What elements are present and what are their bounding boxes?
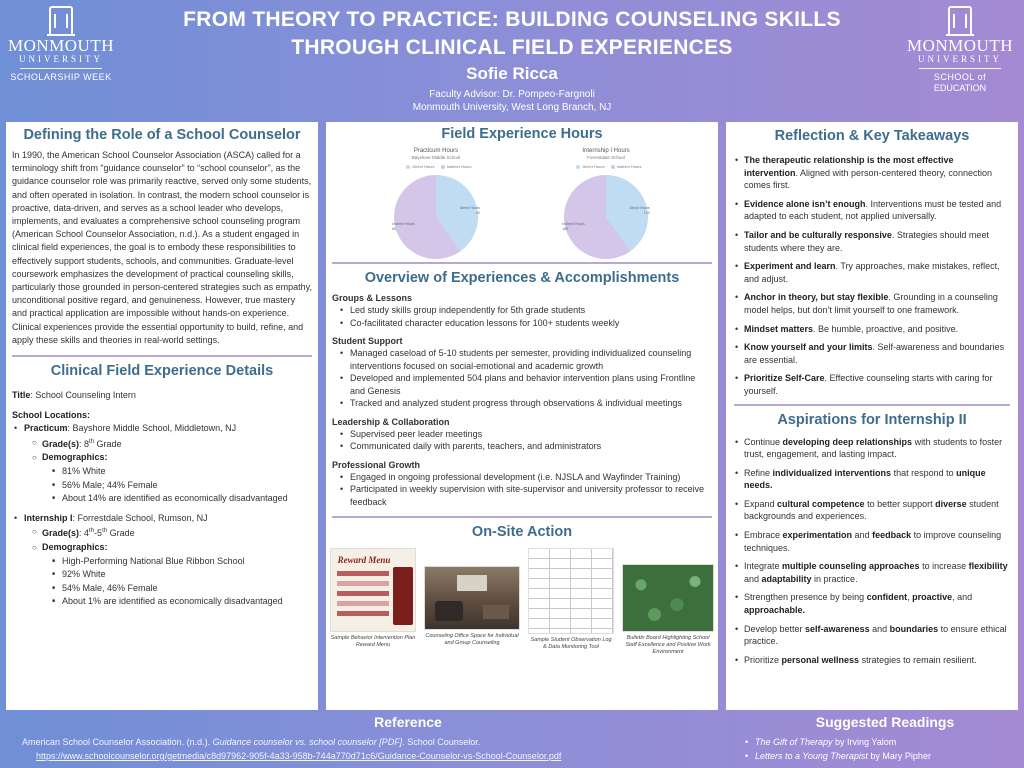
list-item: • Develop better self-awareness and boundaries to ensure ethical practice. xyxy=(734,623,1010,648)
list-item: ■ About 14% are identified as economically disadvantaged xyxy=(12,492,312,506)
affiliation: Monmouth University, West Long Branch, NJ xyxy=(412,102,612,113)
list-item: • Expand cultural competence to better support diverse student backgrounds and experiences. xyxy=(734,498,1010,523)
faculty-advisor: Faculty Advisor: Dr. Pompeo-Fargnoli xyxy=(429,89,595,100)
chart-title: Practicum Hours xyxy=(413,148,459,154)
chart-subtitle: Bayshore Middle School xyxy=(411,155,461,160)
reference-title: Guidance counselor vs. school counselor [PDF] xyxy=(212,737,403,747)
legend-direct: Direct Hours xyxy=(412,164,435,169)
monmouth-school-of-education-logo xyxy=(905,6,1015,94)
list-item: ■ About 1% are identified as economically disadvantaged xyxy=(12,595,312,609)
takeaway-title: Tailor and be culturally responsive xyxy=(744,229,892,240)
practicum-value: : Bayshore Middle School, Middletown, NJ xyxy=(67,423,237,434)
overview-group-list xyxy=(332,428,712,453)
details-content xyxy=(12,389,312,609)
pie-label: Direct Hours xyxy=(459,205,480,210)
intern-title xyxy=(12,389,312,403)
list-item: • Managed caseload of 5-10 students per semester, providing individualized counseling interventions focused on social-emotional and academic growth xyxy=(332,347,712,372)
pie-label: Indirect Hours xyxy=(392,222,415,227)
counseling-office-photo xyxy=(424,566,520,647)
list-item: • Prioritize personal wellness strategies to remain resilient. xyxy=(734,654,1010,667)
office-couch xyxy=(435,601,463,621)
onsite-heading: On-Site Action xyxy=(471,524,573,540)
legend-direct: Direct Hours xyxy=(582,164,605,169)
office-table xyxy=(483,605,509,619)
list-item: • Prioritize Self-Care. Effective counseling starts with caring for yourself. xyxy=(734,372,1010,397)
role-text: In 1990, the American School Counselor Association (ASCA) called for a terminology shift from “guidance counselor” to “school counselor”, as the guidance counselor role was primarily reactive, served only some students, and often operated in isolation. In contrast, the modern school counselor is proactive, data-driven, and serves as a school leader who develops, implements, and evaluates a comprehensive school counseling program (American School Counselor Association, n.d.). As a student engaged in clinical field experiences, the goal is to embody these responsibilities to effectively support students, schools, and communities. Graduate-level coursework emphasizes the development of practical counseling skills, particularly those grounded in person-centered strategies such as empathy, unconditional positive regard, and genuineness. However, true mastery and practical application are impossible without hands-on experience. Clinical experiences provide the essential opportunity to build, refine, and apply these skills and theories in real-world settings. xyxy=(12,150,313,345)
reference-text xyxy=(22,735,702,763)
chart-legend xyxy=(536,164,676,169)
photo-caption: Counseling Office Space for Individual and Group Counseling xyxy=(425,633,519,646)
reward-menu-photo xyxy=(330,548,416,649)
building-crest-icon xyxy=(49,6,73,34)
role-section xyxy=(6,122,318,347)
overview-section xyxy=(326,270,718,508)
role-heading: Defining the Role of a School Counselor xyxy=(23,127,301,143)
legend-swatch-direct xyxy=(576,165,580,169)
internship-label: Internship I xyxy=(24,512,73,523)
takeaway-title: Experiment and learn xyxy=(744,261,836,272)
logo-event-name: SCHOLARSHIP WEEK xyxy=(10,72,112,82)
logo-university-word: UNIVERSITY xyxy=(19,54,103,64)
advisor-info xyxy=(130,88,894,114)
list-item: • Developed and implemented 504 plans and behavior intervention plans using Frontline and Genesis xyxy=(332,372,712,397)
pie-label: Direct Hours xyxy=(629,205,650,210)
middle-column xyxy=(326,122,718,710)
list-item: ■ 81% White xyxy=(12,465,312,479)
takeaway-title: Know yourself and your limits xyxy=(744,342,873,353)
pie-label: 120 xyxy=(643,210,650,215)
logo-divider xyxy=(20,68,102,69)
section-divider xyxy=(734,404,1010,406)
reward-menu-title: Reward Menu xyxy=(337,555,391,565)
book-title: Letters to a Young Therapist xyxy=(755,751,868,761)
list-item: ■ High-Performing National Blue Ribbon School xyxy=(12,555,312,569)
building-crest-icon xyxy=(948,6,972,34)
readings-list xyxy=(745,735,1015,763)
chart-title: Internship I Hours xyxy=(582,148,630,154)
list-item: • The therapeutic relationship is the most effective intervention. Aligned with person-centered theory, connection comes first. xyxy=(734,154,1010,192)
overview-groups xyxy=(332,292,712,508)
title-value: : School Counseling Intern xyxy=(30,390,136,401)
legend-swatch-direct xyxy=(406,165,410,169)
list-item: • Know yourself and your limits. Self-awareness and boundaries are essential. xyxy=(734,341,1010,366)
menu-row xyxy=(337,611,389,616)
list-item: • Integrate multiple counseling approaches to increase flexibility and adaptability in practice. xyxy=(734,560,1010,585)
list-item: • Strengthen presence by being confident, proactive, and approachable. xyxy=(734,591,1010,616)
legend-indirect: Indirect Hours xyxy=(446,164,472,169)
logo-divider xyxy=(919,68,1001,69)
list-item: • Mindset matters. Be humble, proactive, and positive. xyxy=(734,323,1010,336)
overview-group-title: Groups & Lessons xyxy=(332,293,413,303)
pie-label: 180 xyxy=(562,227,569,232)
list-item: • Continue developing deep relationships with students to foster trust, engagement, and lasting impact. xyxy=(734,436,1010,461)
hours-section xyxy=(326,122,718,262)
office-window xyxy=(457,575,487,591)
hours-heading: Field Experience Hours xyxy=(441,126,603,142)
monmouth-scholarship-week-logo xyxy=(6,6,116,83)
reflection-section xyxy=(726,122,1018,398)
list-item: • Led study skills group independently for 5th grade students xyxy=(332,304,712,317)
legend-indirect: Indirect Hours xyxy=(616,164,642,169)
list-item: • Anchor in theory, but stay flexible. Grounding in a counseling model helps, but don’t limit yourself to one framework. xyxy=(734,291,1010,316)
grades-label: Grade(s) xyxy=(42,438,80,449)
demographics-label: Demographics: xyxy=(42,541,108,552)
list-item xyxy=(745,749,1015,763)
legend-swatch-indirect xyxy=(441,165,445,169)
takeaway-title: Mindset matters xyxy=(744,323,814,334)
details-heading: Clinical Field Experience Details xyxy=(50,363,274,380)
bulletin-board-image xyxy=(622,564,714,632)
practicum-hours-chart xyxy=(366,148,506,263)
reflection-heading: Reflection & Key Takeaways xyxy=(774,128,970,144)
locations-list xyxy=(12,422,312,609)
reference-author: American School Counselor Association. (n.d.). xyxy=(22,737,213,747)
legend-swatch-indirect xyxy=(611,165,615,169)
takeaway-title: Anchor in theory, but stay flexible xyxy=(744,292,889,303)
list-item: • Supervised peer leader meetings xyxy=(332,428,712,441)
logo-university-name: MONMOUTH xyxy=(907,36,1013,55)
list-item xyxy=(12,436,312,452)
internship-grades: : 4th-5th Grade xyxy=(79,528,135,539)
chart-subtitle: Forrestdale School xyxy=(587,155,625,160)
list-item xyxy=(12,525,312,541)
list-item: • Embrace experimentation and feedback to improve counseling techniques. xyxy=(734,529,1010,554)
list-item xyxy=(12,451,312,465)
poster-title-line-1: FROM THEORY TO PRACTICE: BUILDING COUNSELING SKILLS xyxy=(183,8,841,31)
list-item: ■ 56% Male; 44% Female xyxy=(12,479,312,493)
logo-university-name: MONMOUTH xyxy=(8,36,114,55)
takeaway-title: Evidence alone isn’t enough xyxy=(744,198,866,209)
readings-heading: Suggested Readings xyxy=(815,714,955,730)
takeaway-title: The therapeutic relationship is the most effective intervention xyxy=(744,155,954,178)
reward-menu-image xyxy=(330,548,416,632)
menu-row xyxy=(337,601,389,606)
overview-heading: Overview of Experiences & Accomplishments xyxy=(364,270,680,286)
list-item: ■ 92% White xyxy=(12,568,312,582)
pie-label: 40 xyxy=(475,210,480,215)
title-label: Title xyxy=(12,390,31,401)
list-item: • Tailor and be culturally responsive. Strategies should meet students where they are. xyxy=(734,229,1010,254)
right-column xyxy=(726,122,1018,710)
logo-education: EDUCATION xyxy=(933,83,987,93)
practicum-label: Practicum xyxy=(24,423,68,434)
poster-title-line-2: THROUGH CLINICAL FIELD EXPERIENCES xyxy=(291,36,733,59)
overview-group-title: Professional Growth xyxy=(332,459,421,470)
list-item xyxy=(12,541,312,555)
details-section xyxy=(6,363,318,609)
list-item xyxy=(12,422,312,436)
menu-row xyxy=(337,591,389,596)
book-author: by Irving Yalom xyxy=(832,737,897,747)
list-item xyxy=(12,512,312,526)
section-divider xyxy=(332,516,712,518)
onsite-section xyxy=(326,524,718,664)
observation-log-image xyxy=(528,548,614,634)
pie-label: Indirect Hours xyxy=(562,222,585,227)
locations-label xyxy=(12,409,312,423)
demographics-label: Demographics: xyxy=(42,452,108,463)
bulletin-board-photo xyxy=(622,564,714,656)
list-item: ■ 54% Male, 46% Female xyxy=(12,582,312,596)
practicum-grades: : 8th Grade xyxy=(79,438,122,449)
photo-caption: Sample Behavior Intervention Plan Reward Menu xyxy=(330,635,416,648)
reference-heading: Reference xyxy=(374,714,442,730)
list-item: • Refine individualized interventions that respond to unique needs. xyxy=(734,467,1010,492)
list-item: • Participated in weekly supervision with site-supervisor and university professor to receive feedback xyxy=(332,483,712,508)
pie-chart xyxy=(536,171,676,263)
book-author: by Mary Pipher xyxy=(867,751,931,761)
observation-log-photo xyxy=(528,548,614,651)
author-name: Sofie Ricca xyxy=(466,64,558,83)
reference-url-link[interactable]: https://www.schoolcounselor.org/getmedia/c8d97962-905f-4a33-958b-744a770d71c6/Guidance-Counselor-vs-School-Counselor.pdf xyxy=(36,751,562,761)
logo-university-word: UNIVERSITY xyxy=(918,54,1002,64)
section-divider xyxy=(12,355,312,357)
list-item: • Communicated daily with parents, teachers, and administrators xyxy=(332,440,712,453)
list-item: • Evidence alone isn’t enough. Interventions must be tested and adapted to each student, not applied universally. xyxy=(734,198,1010,223)
list-item xyxy=(745,735,1015,749)
list-item: • Tracked and analyzed student progress through observations & individual meetings xyxy=(332,397,712,410)
list-item: • Co-facilitated character education lessons for 100+ students weekly xyxy=(332,317,712,330)
internship-hours-chart xyxy=(536,148,676,263)
poster-header xyxy=(0,0,1024,122)
pie-chart xyxy=(366,171,506,263)
takeaway-title: Prioritize Self-Care xyxy=(744,373,825,384)
overview-group-title: Leadership & Collaboration xyxy=(332,416,450,427)
reference-publisher: . School Counselor. xyxy=(402,737,481,747)
poster-footer xyxy=(0,710,1024,768)
aspirations-section xyxy=(726,412,1018,667)
internship-value: : Forrestdale School, Rumson, NJ xyxy=(72,512,208,523)
office-image xyxy=(424,566,520,630)
left-column xyxy=(6,122,318,710)
menu-row xyxy=(337,571,389,576)
overview-group-list xyxy=(332,304,712,329)
logo-school-of: SCHOOL of xyxy=(933,72,987,82)
locations-label-text: School Locations: xyxy=(12,409,91,420)
overview-group-list xyxy=(332,471,712,509)
reflection-list xyxy=(734,154,1010,398)
menu-border-strip xyxy=(393,567,413,625)
overview-group-title: Student Support xyxy=(332,336,403,346)
menu-row xyxy=(337,581,389,586)
grades-label: Grade(s) xyxy=(42,528,80,539)
chart-legend xyxy=(366,164,506,169)
list-item: • Experiment and learn. Try approaches, make mistakes, reflect, and adjust. xyxy=(734,260,1010,285)
aspirations-heading: Aspirations for Internship II xyxy=(777,411,967,428)
poster-title xyxy=(130,6,894,62)
photo-caption: Bulletin Board Highlighting School Staff Excellence and Positive Work Environment xyxy=(625,635,711,655)
photo-caption: Sample Student Observation Log & Data Monitoring Tool xyxy=(530,637,612,650)
overview-group-list xyxy=(332,347,712,410)
pie-label: 60 xyxy=(392,227,397,232)
book-title: The Gift of Therapy xyxy=(755,737,833,747)
aspirations-list xyxy=(734,436,1010,667)
list-item: • Engaged in ongoing professional development (i.e. NJSLA and Wayfinder Training) xyxy=(332,471,712,484)
